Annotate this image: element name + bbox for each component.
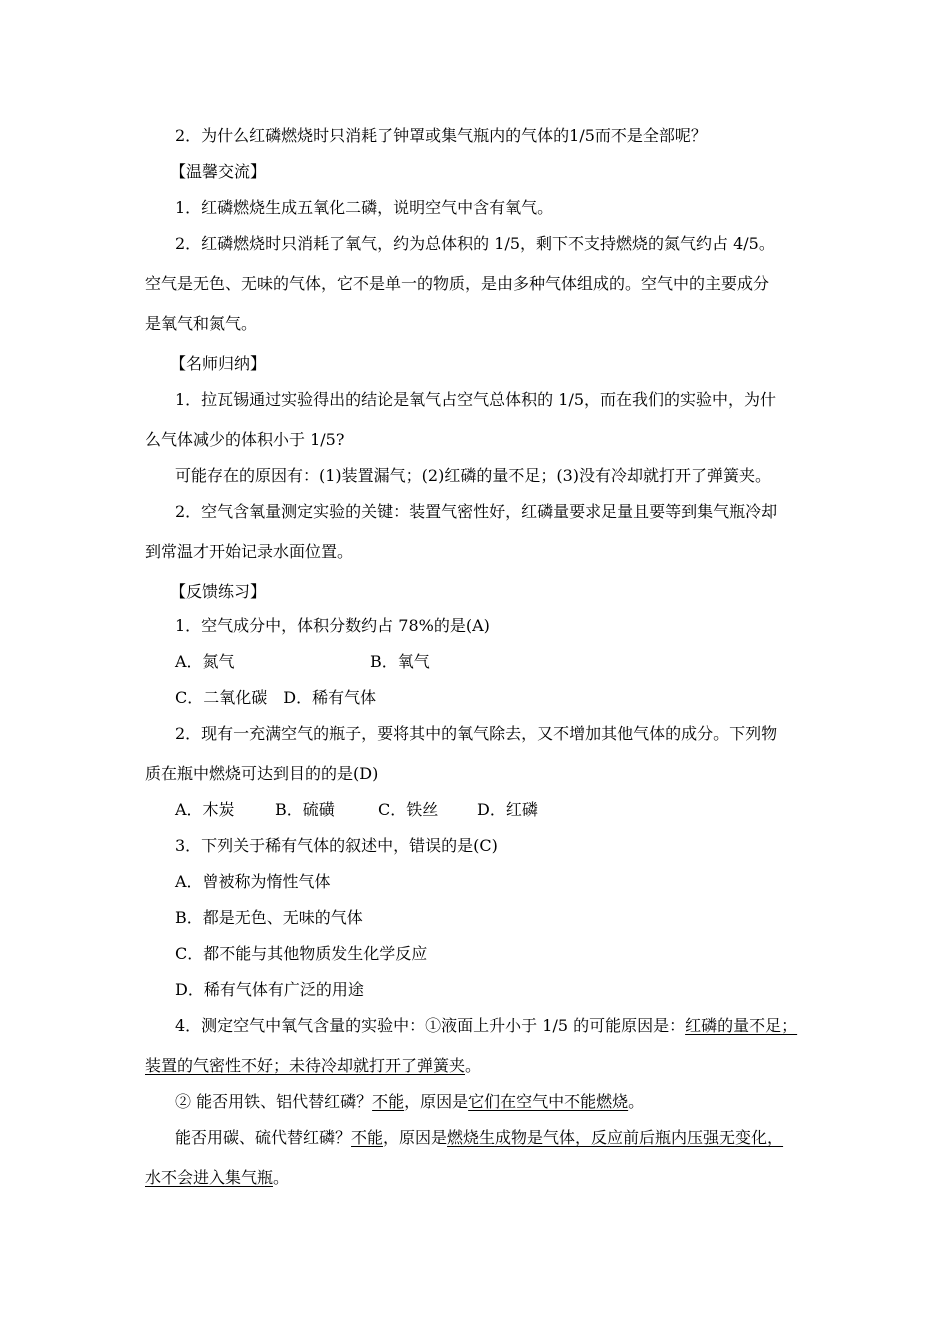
exchange-point-1: 1．红磷燃烧生成五氧化二磷，说明空气中含有氧气。 — [175, 198, 554, 217]
practice-4-part-2 — [175, 1091, 644, 1113]
practice-4-part-3-mid: ，原因是 — [383, 1128, 448, 1147]
practice-4-part-3-answer-2: 燃烧生成物是气体，反应前后瓶内压强无变化， — [447, 1128, 784, 1147]
practice-4-part-2-prefix: ② 能否用铁、铝代替红磷？ — [175, 1092, 373, 1111]
practice-3-question: 3．下列关于稀有气体的叙述中，错误的是(C) — [175, 836, 498, 855]
option-a: A．木炭 — [175, 800, 235, 819]
summary-2-line-1: 2．空气含氧量测定实验的关键：装置气密性好，红磷量要求足量且要等到集气瓶冷却 — [175, 502, 778, 521]
summary-1-line-2: 么气体减少的体积小于 1/5? — [145, 430, 345, 449]
practice-4-part-3-answer-1: 不能 — [351, 1128, 384, 1147]
practice-3-option-c: C．都不能与其他物质发生化学反应 — [175, 944, 428, 963]
practice-4-part-2-end: 。 — [628, 1092, 645, 1111]
practice-4-part-3-prefix: 能否用碳、硫代替红磷？ — [175, 1128, 352, 1147]
question-2-text: 2．为什么红磷燃烧时只消耗了钟罩或集气瓶内的气体的1/5而不是全部呢？ — [175, 126, 707, 145]
option-d: D．红磷 — [477, 800, 538, 819]
summary-1-line-1: 1．拉瓦锡通过实验得出的结论是氧气占空气总体积的 1/5，而在我们的实验中，为什 — [175, 390, 777, 409]
summary-2-line-2: 到常温才开始记录水面位置。 — [145, 542, 354, 561]
practice-4-part-3-line-2 — [145, 1167, 289, 1189]
practice-3-option-b: B．都是无色、无味的气体 — [175, 908, 363, 927]
practice-4-line-2 — [145, 1055, 481, 1077]
exchange-point-2-line-1: 2．红磷燃烧时只消耗了氧气，约为总体积的 1/5，剩下不支持燃烧的氮气约占 4/5。 — [175, 234, 775, 253]
practice-4-part-2-answer-1: 不能 — [372, 1092, 405, 1111]
option-a: A．氮气 — [175, 652, 235, 671]
practice-1-options-cd: C．二氧化碳 D．稀有气体 — [175, 688, 377, 707]
exchange-point-2-line-2: 空气是无色、无味的气体，它不是单一的物质，是由多种气体组成的。空气中的主要成分 — [145, 274, 770, 293]
option-b: B．硫磺 — [275, 800, 335, 819]
option-b: B．氧气 — [370, 652, 430, 671]
practice-4-part-3-line-1 — [175, 1127, 783, 1149]
option-c: C．铁丝 — [378, 800, 439, 819]
practice-4-end: 。 — [465, 1056, 482, 1075]
heading-summary: 【名师归纳】 — [170, 354, 267, 373]
practice-4-part-3-end: 。 — [273, 1168, 290, 1187]
practice-4-prefix: 4．测定空气中氧气含量的实验中：①液面上升小于 1/5 的可能原因是： — [175, 1016, 686, 1035]
heading-exchange: 【温馨交流】 — [170, 162, 267, 181]
practice-4-answer-2: 装置的气密性不好；未待冷却就打开了弹簧夹 — [145, 1056, 466, 1075]
practice-3-option-a: A．曾被称为惰性气体 — [175, 872, 331, 891]
heading-practice: 【反馈练习】 — [170, 582, 267, 601]
practice-2-question-line-1: 2．现有一充满空气的瓶子，要将其中的氧气除去，又不增加其他气体的成分。下列物 — [175, 724, 778, 743]
practice-4-part-3-answer-3: 水不会进入集气瓶 — [145, 1168, 274, 1187]
practice-1-question: 1．空气成分中，体积分数约占 78%的是(A) — [175, 616, 490, 635]
practice-2-question-line-2: 质在瓶中燃烧可达到目的的是(D) — [145, 764, 379, 783]
practice-4-part-2-answer-2: 它们在空气中不能燃烧 — [468, 1092, 629, 1111]
summary-1-line-3: 可能存在的原因有：(1)装置漏气；(2)红磷的量不足；(3)没有冷却就打开了弹簧夹。 — [175, 466, 771, 485]
practice-4-line-1 — [175, 1015, 797, 1037]
practice-3-option-d: D．稀有气体有广泛的用途 — [175, 980, 364, 999]
exchange-point-2-line-3: 是氧气和氮气。 — [145, 314, 258, 333]
practice-4-answer-1: 红磷的量不足； — [685, 1016, 798, 1035]
practice-4-part-2-mid: ，原因是 — [404, 1092, 469, 1111]
